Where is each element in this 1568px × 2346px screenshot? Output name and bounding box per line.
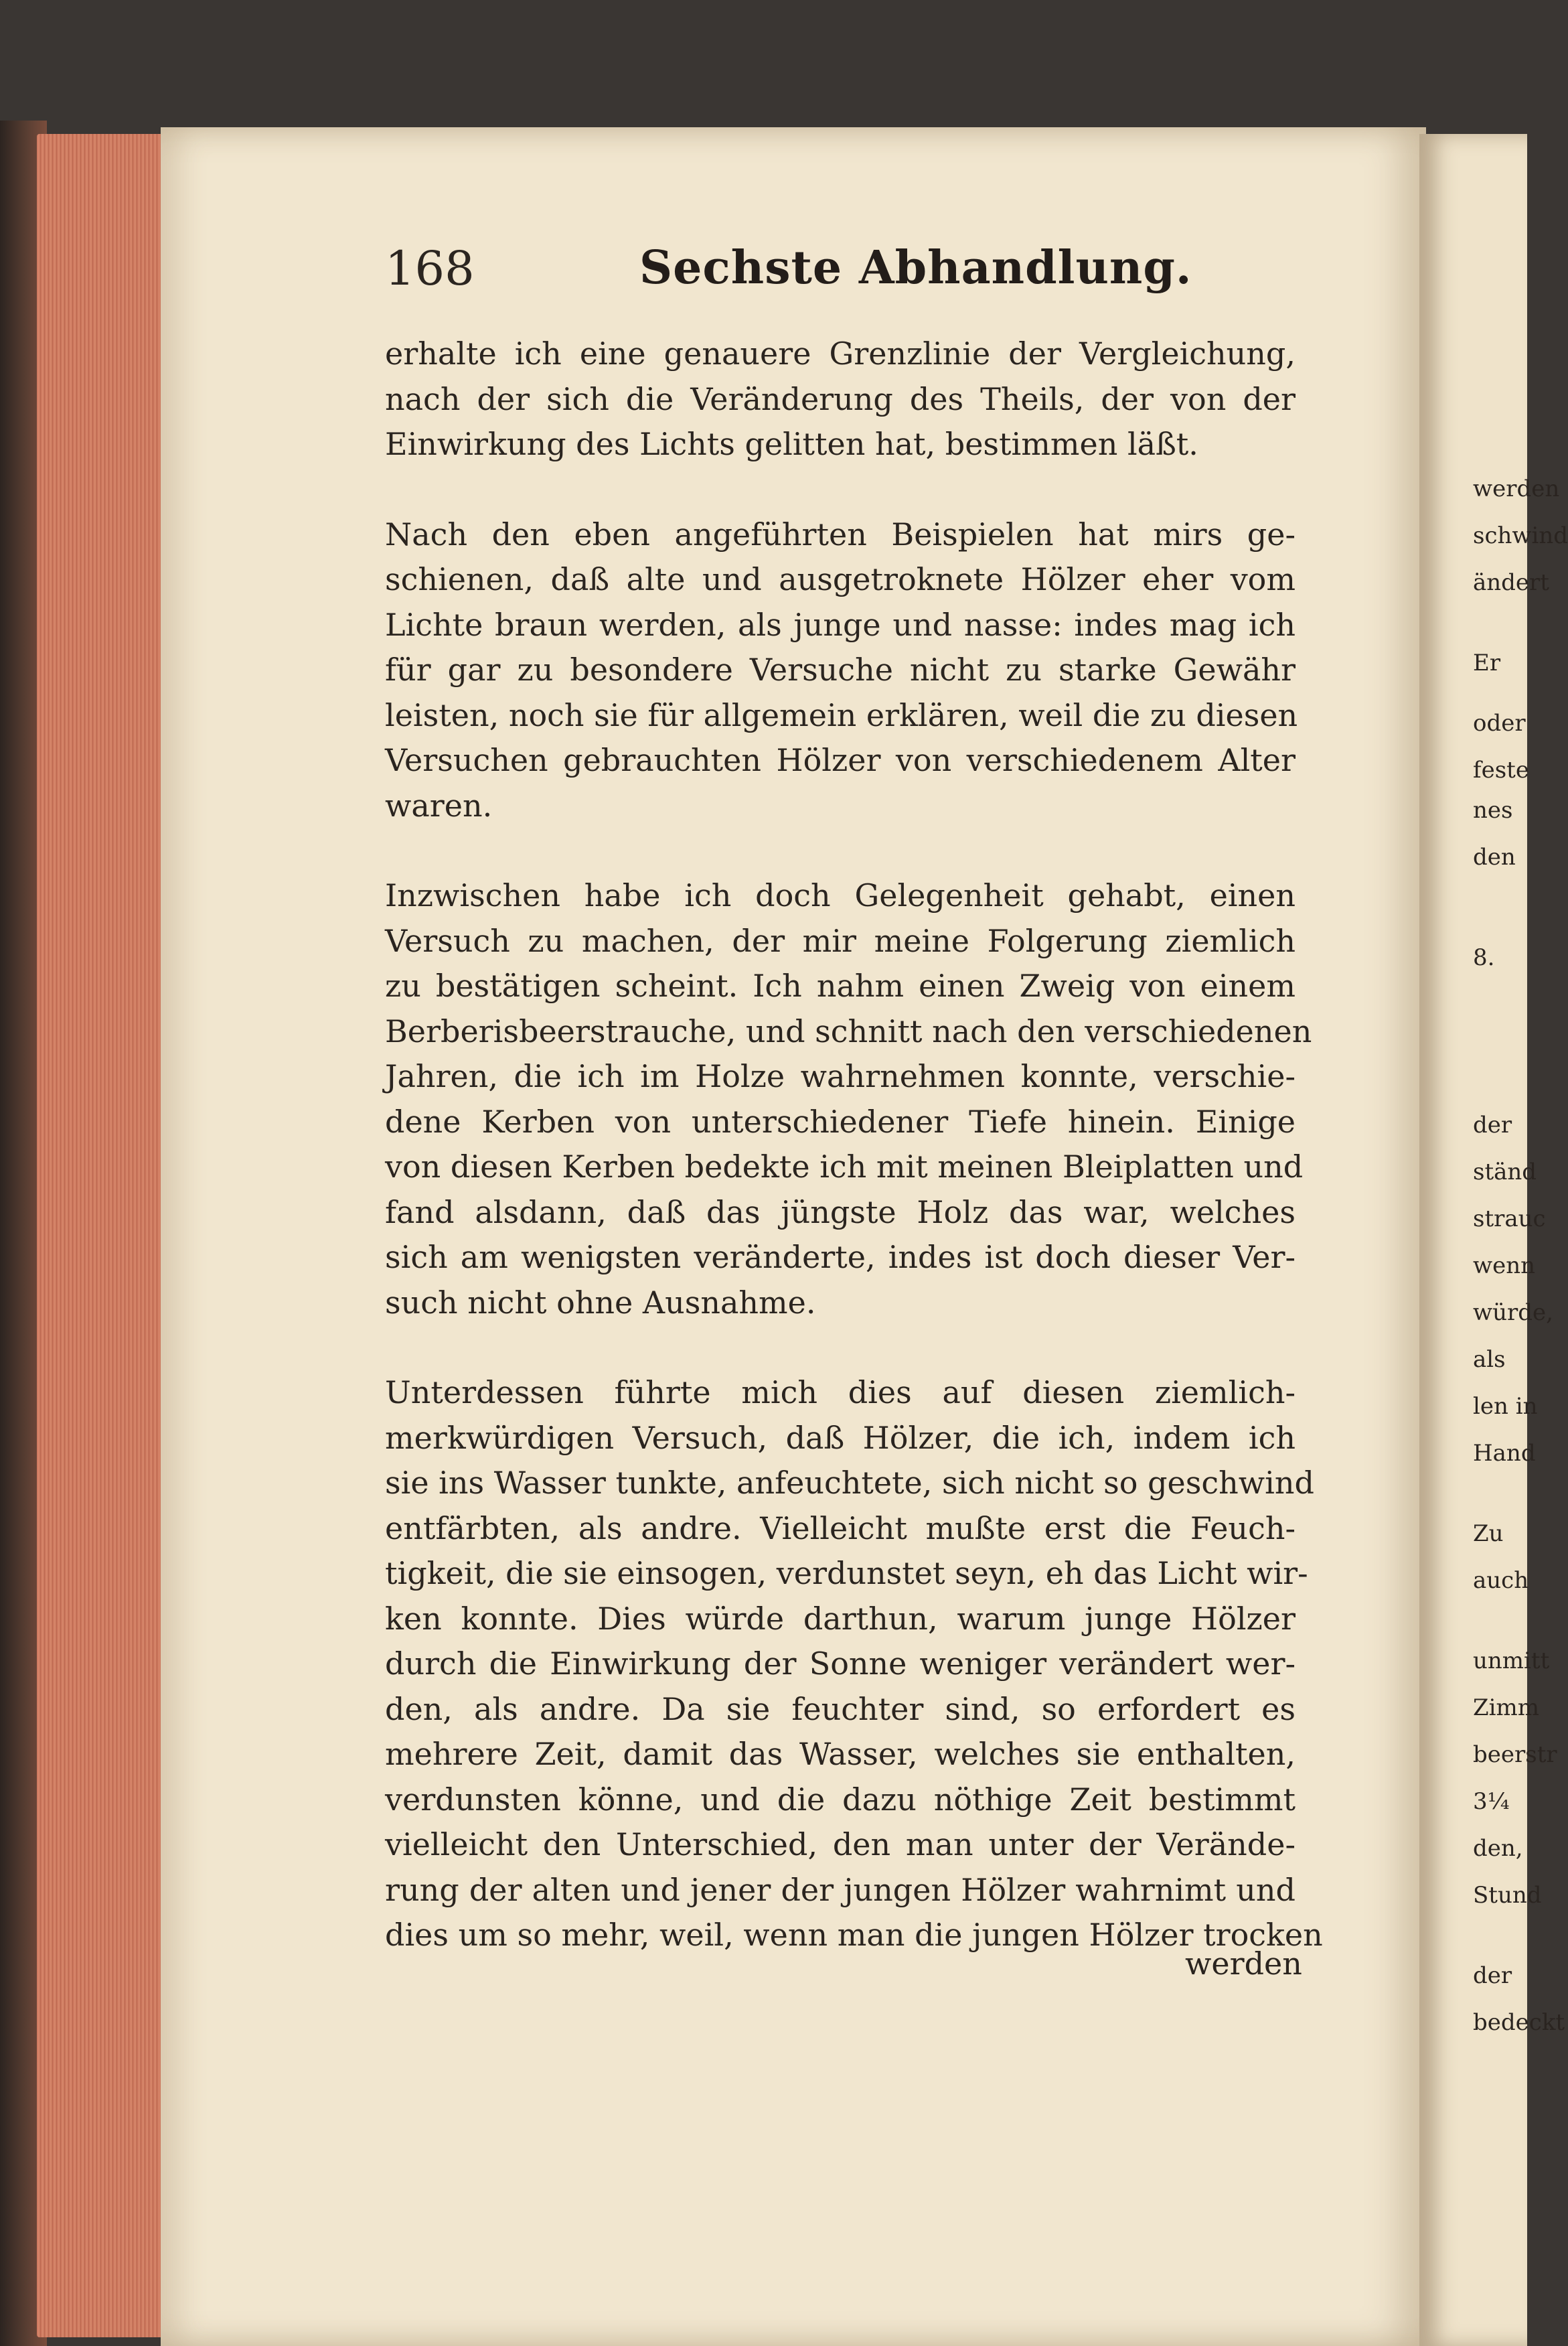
text-line: von diesen Kerben bedekte ich mit meinen Bleiplatten und (385, 1149, 1304, 1185)
facing-page-text: Er (1473, 650, 1501, 676)
text-line: Jahren, die ich im Holze wahrnehmen konnte, verschie- (385, 1058, 1296, 1094)
text-line: zu bestätigen scheint. Ich nahm einen Zweig von einem (385, 968, 1296, 1004)
facing-page-text: 3¼ (1473, 1788, 1510, 1815)
text-line: verdunsten könne, und die dazu nöthige Zeit bestimmt (385, 1781, 1296, 1818)
facing-page-text: ständ (1473, 1159, 1537, 1185)
text-line: such nicht ohne Ausnahme. (385, 1284, 816, 1321)
body-text (385, 332, 1323, 1958)
paragraph (385, 1370, 1323, 1958)
text-line: durch die Einwirkung der Sonne weniger verändert wer- (385, 1645, 1296, 1682)
text-line: ken konnte. Dies würde darthun, warum junge Hölzer (385, 1600, 1296, 1637)
text-line: dies um so mehr, weil, wenn man die jungen Hölzer trocken (385, 1917, 1323, 1953)
facing-page-text: den (1473, 844, 1516, 871)
text-line: Inzwischen habe ich doch Gelegenheit gehabt, einen (385, 877, 1296, 913)
facing-page-text: ändert (1473, 569, 1549, 596)
paragraph (385, 873, 1312, 1325)
facing-page-text: wenn (1473, 1252, 1536, 1279)
text-line: für gar zu besondere Versuche nicht zu starke Gewähr (385, 652, 1296, 688)
text-line: erhalte ich eine genauere Grenzlinie der Vergleichung, (385, 336, 1296, 372)
running-title: Sechste Abhandlung. (639, 241, 1192, 295)
text-line: nach der sich die Veränderung des Theils, der von der (385, 380, 1296, 417)
text-line: fand alsdann, daß das jüngste Holz das war, welches (385, 1193, 1296, 1230)
text-line: Unterdessen führte mich dies auf diesen ziemlich- (385, 1374, 1296, 1410)
facing-page-text: len in (1473, 1393, 1538, 1420)
text-line: Nach den eben angeführten Beispielen hat mirs ge- (385, 516, 1296, 553)
facing-page-text: auch (1473, 1567, 1529, 1594)
catchword: werden (1185, 1946, 1302, 1982)
facing-page-text: schwind (1473, 522, 1568, 549)
text-line: Einwirkung des Lichts gelitten hat, bestimmen läßt. (385, 426, 1198, 462)
facing-page-text: nes (1473, 797, 1513, 824)
text-line: entfärbten, als andre. Vielleicht mußte erst die Feuch- (385, 1510, 1296, 1546)
facing-page-text: werden (1473, 475, 1560, 502)
text-line: vielleicht den Unterschied, den man unter der Verände- (385, 1826, 1296, 1862)
facing-page-text: Zimm (1473, 1694, 1539, 1721)
page-header (385, 241, 1309, 301)
text-line: sich am wenigsten veränderte, indes ist doch dieser Ver- (385, 1239, 1296, 1275)
facing-page-text: bedeckt (1473, 2009, 1565, 2036)
paragraph (385, 332, 1296, 467)
paragraph (385, 512, 1296, 829)
text-line: Versuchen gebrauchten Hölzer von verschiedenem Alter (385, 742, 1296, 778)
page-edges (37, 134, 177, 2337)
facing-page-text: würde, (1473, 1299, 1553, 1326)
text-line: sie ins Wasser tunkte, anfeuchtete, sich nicht so geschwind (385, 1465, 1314, 1501)
facing-page-text: der (1473, 1962, 1512, 1989)
facing-page-text: beerstr (1473, 1741, 1557, 1768)
text-line: leisten, noch sie für allgemein erklären, weil die zu diesen (385, 697, 1298, 733)
text-line: mehrere Zeit, damit das Wasser, welches sie enthalten, (385, 1736, 1296, 1772)
text-line: Versuch zu machen, der mir meine Folgerung ziemlich (385, 922, 1296, 959)
text-line: rung der alten und jener der jungen Hölzer wahrnimt und (385, 1871, 1296, 1908)
facing-page-text: der (1473, 1112, 1512, 1139)
facing-page-text: als (1473, 1346, 1506, 1373)
text-line: waren. (385, 787, 493, 824)
text-line: dene Kerben von unterschiedener Tiefe hinein. Einige (385, 1103, 1296, 1140)
facing-page-text: feste (1473, 757, 1529, 784)
facing-page-fragment (1419, 134, 1568, 2346)
text-line: tigkeit, die sie einsogen, verdunstet seyn, eh das Licht wir- (385, 1555, 1308, 1591)
text-line: merkwürdigen Versuch, daß Hölzer, die ich, indem ich (385, 1419, 1296, 1456)
facing-page-text: Zu (1473, 1520, 1504, 1547)
facing-page-text: oder (1473, 710, 1526, 737)
facing-page-text: strauc (1473, 1205, 1546, 1232)
text-line: schienen, daß alte und ausgetroknete Hölzer eher vom (385, 561, 1296, 597)
facing-page-text: Hand (1473, 1440, 1536, 1467)
page-number: 168 (385, 241, 475, 296)
facing-page-text: Stund (1473, 1882, 1542, 1909)
text-line: den, als andre. Da sie feuchter sind, so erfordert es (385, 1690, 1296, 1727)
text-line: Berberisbeerstrauche, und schnitt nach den verschiedenen (385, 1013, 1312, 1049)
text-line: Lichte braun werden, als junge und nasse: indes mag ich (385, 606, 1296, 643)
facing-page-text: 8. (1473, 944, 1495, 971)
facing-page-text: den, (1473, 1835, 1523, 1862)
facing-page-text: unmitt (1473, 1647, 1550, 1674)
